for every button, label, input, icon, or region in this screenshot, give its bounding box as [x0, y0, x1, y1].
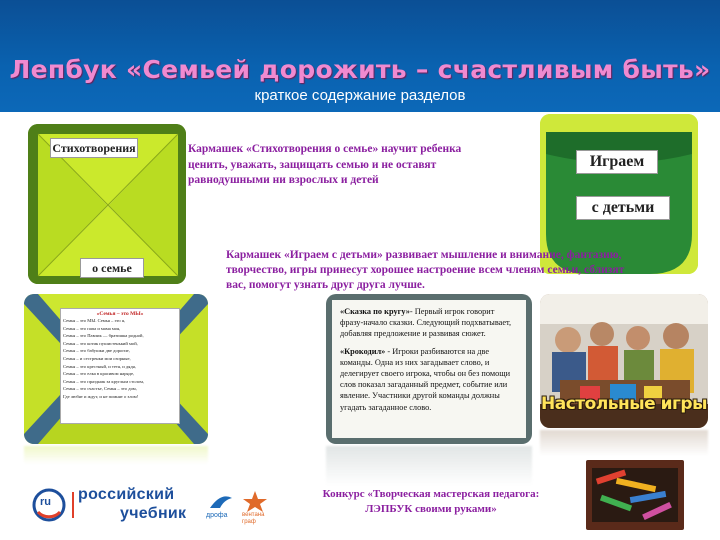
board-games-label: Настольные игры [541, 394, 707, 414]
play-label-2: с детьми [576, 196, 670, 220]
poem-line: Семья – это крестный, и тетя, и дядя, [63, 363, 136, 369]
ventana-star-icon [242, 490, 268, 512]
poem-card-photo [24, 294, 208, 444]
contest-line-1: Конкурс «Творческая мастерская педагога: [322, 488, 540, 500]
poem-line: Семья – это котик пушистенький мой, [63, 340, 138, 346]
logo-main-line1: российский [78, 486, 175, 503]
poem-card-lines [63, 317, 177, 401]
poems-envelope-photo [28, 124, 186, 284]
games-caption: Кармашек «Играем с детьми» развивает мышление и внимание, фантазию, творчество, игры принесут хорошее настроение всем членям семьи, сблизят вас, помогут узнать друг друга лучше. [226, 249, 625, 291]
poems-top-label: Стихотворения [50, 138, 138, 158]
poems-caption: Кармашек «Стихотворения о семье» научит ребенка ценить, уважать, защищать семью и не оставят равнодушными ни взрослых и детей [188, 143, 462, 186]
poem-line: Семья – это бабушки две дорогие, [63, 348, 130, 354]
poem-line: Семья – это счастье, Семья – это дом, [63, 386, 137, 392]
logo-ru-text: ru [40, 496, 51, 508]
poem-line: Семья – это праздник за круглым столом, [63, 378, 145, 384]
poem-line: Семья – это МЫ. Семья – это я, [63, 318, 126, 323]
poem-card-reflection [24, 446, 208, 464]
slide-subtitle: краткое содержание разделов [254, 87, 466, 104]
game-2-text: - Игроки разбиваются на две команды. Одна из них загадывает слово, и делегирует своего игрока, чтобы он без помощи слов показал загаданный предмет, событие или явление. Участники другой команды должны угадать загаданное слово. [340, 346, 511, 412]
board-games-reflection [540, 430, 708, 456]
poem-line: Семья – и сестренки мои озорные, [63, 355, 131, 361]
poem-line: Семья – это папа и мама моя, [63, 325, 121, 331]
game-1-text: - Первый игрок говорит фразу-начало сказки. Следующий подхватывает, добавляя предложение и развивая сюжет. [340, 307, 512, 339]
poem-line: Где любят и ждут, и не помнят о злом! [63, 393, 139, 399]
logo-main-line2: учебник [120, 505, 187, 522]
drofa-label: дрофа [206, 512, 228, 519]
logo-divider [72, 492, 74, 518]
contest-line-2: ЛЭПБУК своими руками» [365, 503, 497, 515]
drofa-bird-icon [206, 490, 236, 512]
poem-card-title: «Семья – это МЫ» [96, 311, 144, 317]
ventana-logo [242, 490, 272, 524]
games-card-photo [326, 294, 532, 444]
ventana-label: вентана граф [242, 512, 265, 525]
board-games-photo [540, 294, 708, 428]
game-1-name: «Сказка по кругу» [340, 307, 410, 316]
poem-line: Семья – это елка в красивом наряде, [63, 371, 135, 377]
games-card-reflection [326, 446, 532, 486]
slide-title: Лепбук «Семьей дорожить – счастливым быть» [9, 55, 711, 84]
play-label-1: Играем [576, 150, 658, 174]
russian-textbook-logo [32, 486, 208, 526]
poems-bottom-label: о семье [80, 258, 144, 278]
games-card-text [340, 306, 518, 413]
poem-card [60, 308, 180, 424]
game-2-name: «Крокодил» [340, 346, 386, 356]
lapbook-pencils-photo [586, 460, 684, 530]
drofa-logo [206, 490, 236, 524]
poem-line: Семья – это Павлик — братишка родной, [63, 333, 144, 339]
